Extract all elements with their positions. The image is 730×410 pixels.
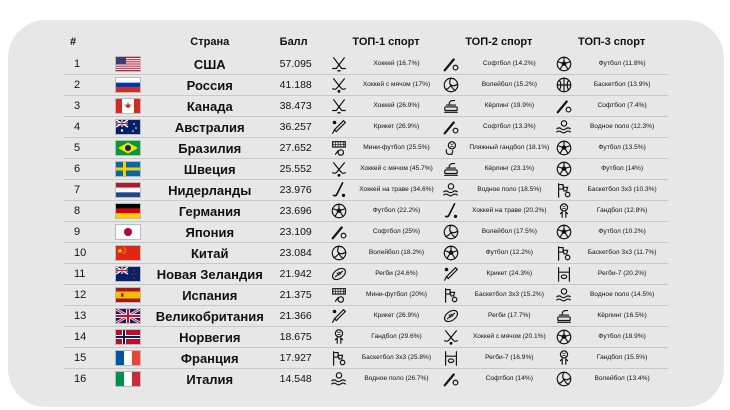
basketball-icon [555,76,576,94]
bandy-icon [442,328,463,346]
top2-sport-cell [442,369,555,389]
top2-sport-cell [442,180,555,200]
country-cell: Япония [185,224,235,240]
water-polo-icon [442,181,463,199]
futsal-icon [330,139,351,157]
score-cell: 23.109 [279,226,312,238]
top2-sport-cell [442,327,555,347]
flag-nl-icon [106,182,150,198]
top1-sport-label: Футбол (22.2%) [372,207,421,215]
volleyball-icon [330,244,351,262]
cricket-icon [330,118,351,136]
top3-sport-cell [555,348,668,368]
header-num: # [70,36,77,48]
table-row [64,179,668,200]
top3-sport-label: Регби-7 (20.2%) [597,270,647,278]
curling-icon [442,160,463,178]
flag-gb-icon [106,308,150,324]
top1-sport-cell [330,348,443,368]
top1-sport-label: Волейбол (18.2%) [368,249,425,257]
top3-sport-cell [555,222,668,242]
top2-sport-label: Регби (17.7%) [488,312,531,320]
score-cell: 25.552 [279,163,312,175]
top3-sport-cell [555,201,668,221]
rugby-icon [330,265,351,283]
country-cell: Нидерланды [168,182,252,198]
score-cell: 57.095 [279,58,312,70]
rank-cell: 12 [74,289,87,301]
top2-sport-cell [442,96,555,116]
basketball-3x3-icon [555,244,576,262]
score-cell: 17.927 [279,352,312,364]
table-row [64,137,668,158]
top3-sport-label: Баскетбол 3х3 (10.3%) [587,186,657,194]
top2-sport-cell [442,222,555,242]
top1-sport-cell [330,180,443,200]
top2-sport-label: Хоккей с мячом (20.1%) [472,333,546,341]
top1-sport-cell [330,285,443,305]
water-polo-icon [330,370,351,388]
cricket-icon [330,307,351,325]
hockey-icon [330,55,351,73]
rank-cell: 5 [74,142,81,154]
top3-sport-cell [555,117,668,137]
rank-cell: 3 [74,100,81,112]
top3-sport-label: Гандбол (12.8%) [596,207,648,215]
futsal-icon [330,286,351,304]
top2-sport-cell [442,138,555,158]
table-row [64,116,668,137]
top3-sport-cell [555,327,668,347]
table-row [64,221,668,242]
flag-no-icon [106,329,150,345]
curling-icon [442,97,463,115]
table-row [64,347,668,368]
rank-cell: 11 [74,268,86,280]
softball-icon [330,223,351,241]
flag-jp-icon [106,224,150,240]
rank-cell: 6 [74,163,81,175]
handball-icon [555,349,576,367]
top3-sport-label: Футбол (13.5%) [598,144,646,152]
top1-sport-label: Баскетбол 3х3 (25.8%) [361,354,432,362]
top3-sport-cell [555,180,668,200]
top2-sport-label: Софтбол (14.2%) [482,60,536,68]
top2-sport-label: Хоккей на траве (20.2%) [472,207,547,215]
country-cell: США [193,56,226,72]
country-cell: Австралия [174,119,245,135]
top3-sport-cell [555,369,668,389]
rank-cell: 8 [74,205,81,217]
table-row [64,74,668,95]
football-icon [555,328,576,346]
top2-sport-label: Крикет (24.3%) [486,270,533,278]
top2-sport-label: Софтбол (14%) [485,375,533,383]
flag-nz-icon [106,266,150,282]
top3-sport-label: Водное поло (14.5%) [590,291,655,299]
score-cell: 23.084 [279,247,312,259]
top1-sport-cell [330,243,443,263]
football-icon [555,55,576,73]
top2-sport-label: Пляжный гандбол (18.1%) [469,144,550,152]
country-cell: Германия [178,203,241,219]
top1-sport-label: Гандбол (29.6%) [371,333,422,341]
football-icon [555,223,576,241]
beach-handball-icon [442,139,463,157]
top3-sport-cell [555,243,668,263]
top1-sport-label: Хоккей на траве (34.6%) [359,186,434,194]
handball-icon [555,202,576,220]
top3-sport-cell [555,96,668,116]
rank-cell: 16 [74,373,87,385]
rank-cell: 14 [74,331,87,343]
top3-sport-cell [555,138,668,158]
curling-icon [555,307,576,325]
rank-cell: 10 [74,247,87,259]
score-cell: 18.675 [279,331,312,343]
top1-sport-label: Крикет (26.9%) [373,312,420,320]
top3-sport-label: Водное поло (12.3%) [590,123,655,131]
top3-sport-label: Баскетбол 3х3 (11.7%) [587,249,657,257]
table-header [64,30,668,54]
softball-icon [442,370,463,388]
top3-sport-label: Футбол (14%) [601,165,644,173]
volleyball-icon [555,370,576,388]
country-cell: Великобритания [155,308,264,324]
rank-cell: 15 [74,352,87,364]
top2-sport-label: Баскетбол 3х3 (15.2%) [474,291,544,299]
softball-icon [555,97,576,115]
country-cell: Испания [182,287,238,303]
top1-sport-label: Регби (24.6%) [375,270,418,278]
top3-sport-label: Волейбол (13.4%) [594,375,650,383]
rank-cell: 13 [74,310,87,322]
rank-cell: 1 [74,58,81,70]
table-row [64,368,668,389]
top3-sport-label: Футбол (11.8%) [598,60,646,68]
flag-se-icon [106,161,150,177]
handball-icon [330,328,351,346]
ranking-table [64,30,668,389]
rank-cell: 2 [74,79,81,91]
top2-sport-cell [442,264,555,284]
header-top1: ТОП-1 спорт [352,36,420,48]
table-row [64,326,668,347]
top3-sport-label: Софтбол (7.4%) [597,102,647,110]
top1-sport-cell [330,54,443,74]
cricket-icon [442,265,463,283]
top3-sport-label: Футбол (10.2%) [598,228,646,236]
top1-sport-cell [330,159,443,179]
top2-sport-label: Водное поло (18.5%) [477,186,542,194]
top1-sport-label: Крикет (26.9%) [373,123,420,131]
flag-us-icon [106,56,150,72]
top1-sport-label: Мини-футбол (25.5%) [363,144,430,152]
top3-sport-cell [555,264,668,284]
table-row [64,54,668,74]
table-row [64,95,668,116]
country-cell: Китай [191,245,229,261]
score-cell: 14.548 [279,373,312,385]
top1-sport-cell [330,327,443,347]
bandy-icon [330,160,351,178]
flag-it-icon [106,371,150,387]
top2-sport-label: Софтбол (13.3%) [482,123,536,131]
top3-sport-cell [555,54,668,74]
header-score: Балл [279,36,308,48]
table-row [64,305,668,326]
football-icon [442,244,463,262]
top1-sport-label: Хоккей с мячом (17%) [362,81,431,89]
score-cell: 36.257 [279,121,312,133]
score-cell: 41.188 [279,79,312,91]
table-row [64,263,668,284]
flag-cn-icon [106,245,150,261]
country-cell: Франция [180,350,239,366]
score-cell: 23.976 [279,184,312,196]
top1-sport-cell [330,75,443,95]
top3-sport-cell [555,75,668,95]
top2-sport-label: Регби-7 (16.9%) [485,354,534,362]
top1-sport-label: Софтбол (25%) [372,228,421,236]
top2-sport-label: Волейбол (15.2%) [481,81,537,89]
country-cell: Россия [186,77,233,93]
flag-ru-icon [106,77,150,93]
country-cell: Норвегия [179,329,241,345]
flag-au-icon [106,119,150,135]
top2-sport-cell [442,285,555,305]
water-polo-icon [555,286,576,304]
table-row [64,200,668,221]
rugby7-icon [555,265,576,283]
score-cell: 23.696 [279,205,312,217]
softball-icon [442,55,463,73]
volleyball-icon [442,223,463,241]
country-cell: Бразилия [178,140,242,156]
volleyball-icon [442,76,463,94]
basketball-3x3-icon [330,349,351,367]
top2-sport-label: Кёрлинг (23.1%) [484,165,535,173]
top2-sport-label: Волейбол (17.5%) [481,228,537,236]
header-country: Страна [190,36,230,48]
rank-cell: 7 [74,184,81,196]
top2-sport-cell [442,54,555,74]
top2-sport-cell [442,348,555,368]
table-row [64,158,668,179]
rugby7-icon [442,349,463,367]
flag-de-icon [106,203,150,219]
score-cell: 27.652 [279,142,312,154]
flag-fr-icon [106,350,150,366]
rank-cell: 4 [74,121,81,133]
top1-sport-cell [330,369,443,389]
bandy-icon [330,76,351,94]
country-cell: Канада [186,98,233,114]
table-row [64,242,668,263]
top3-sport-cell [555,159,668,179]
top1-sport-label: Мини-футбол (20%) [366,291,427,299]
top1-sport-cell [330,117,443,137]
field-hockey-icon [330,181,351,199]
basketball-3x3-icon [555,181,576,199]
header-top2: ТОП-2 спорт [465,36,533,48]
water-polo-icon [555,118,576,136]
table-body [64,54,668,389]
top2-sport-cell [442,201,555,221]
football-icon [555,160,576,178]
rugby-icon [442,307,463,325]
football-icon [555,139,576,157]
top2-sport-cell [442,75,555,95]
top3-sport-label: Футбол (18.9%) [598,333,646,341]
top1-sport-label: Хоккей (16.7%) [373,60,420,68]
top2-sport-label: Кёрлинг (19.9%) [484,102,535,110]
country-cell: Италия [186,371,234,387]
score-cell: 21.942 [279,268,312,280]
top2-sport-cell [442,117,555,137]
softball-icon [442,118,463,136]
flag-es-icon [106,287,150,303]
score-cell: 38.473 [279,100,312,112]
top1-sport-cell [330,264,443,284]
top3-sport-label: Гандбол (15.5%) [596,354,648,362]
top1-sport-cell [330,138,443,158]
header-top3: ТОП-3 спорт [578,36,646,48]
country-cell: Швеция [183,161,236,177]
top1-sport-label: Хоккей (26.9%) [373,102,420,110]
top3-sport-cell [555,306,668,326]
top1-sport-cell [330,201,443,221]
top2-sport-cell [442,306,555,326]
top2-sport-label: Футбол (12.2%) [485,249,533,257]
top3-sport-label: Баскетбол (13.9%) [593,81,651,89]
top1-sport-label: Водное поло (26.7%) [364,375,429,383]
table-row [64,284,668,305]
field-hockey-icon [442,202,463,220]
top1-sport-cell [330,306,443,326]
top3-sport-cell [555,285,668,305]
top1-sport-cell [330,222,443,242]
country-cell: Новая Зеландия [156,266,263,282]
top2-sport-cell [442,159,555,179]
top1-sport-label: Хоккей с мячом (45.7%) [360,165,433,173]
football-icon [330,202,351,220]
top3-sport-label: Кёрлинг (16.5%) [597,312,647,320]
hockey-icon [330,97,351,115]
top1-sport-cell [330,96,443,116]
basketball-3x3-icon [442,286,463,304]
flag-ca-icon [106,98,150,114]
score-cell: 21.366 [279,310,312,322]
rank-cell: 9 [74,226,81,238]
flag-br-icon [106,140,150,156]
score-cell: 21.375 [279,289,312,301]
top2-sport-cell [442,243,555,263]
